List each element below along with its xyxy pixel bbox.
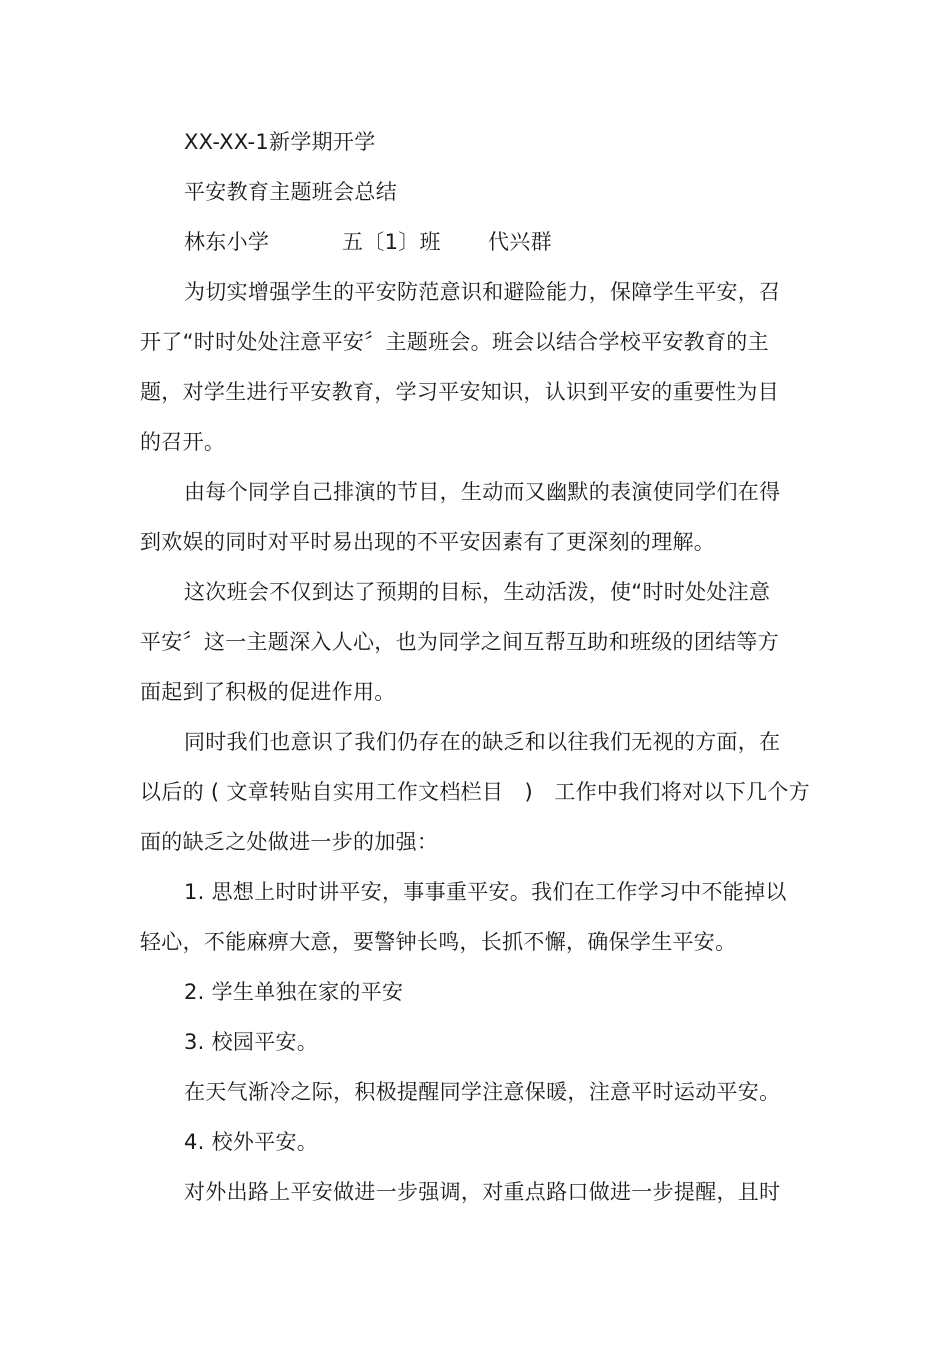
title-line-2: 平安教育主题班会总结 bbox=[184, 180, 397, 204]
paragraph-2-line-1: 由每个同学自己排演的节目，生动而又幽默的表演使同学们在得 bbox=[184, 480, 781, 504]
list-item-4-detail: 对外出路上平安做进一步强调，对重点路口做进一步提醒，且时 bbox=[184, 1180, 781, 1204]
paragraph-1-line-3: 题，对学生进行平安教育，学习平安知识，认识到平安的重要性为目 bbox=[140, 380, 779, 404]
list-item-2: 2. 学生单独在家的平安 bbox=[184, 980, 404, 1004]
list-item-3-detail: 在天气渐冷之际，积极提醒同学注意保暖，注意平时运动平安。 bbox=[184, 1080, 781, 1104]
paragraph-3-line-3: 面起到了积极的促进作用。 bbox=[140, 680, 396, 704]
paragraph-2-line-2: 到欢娱的同时对平时易出现的不平安因素有了更深刻的理解。 bbox=[140, 530, 716, 554]
list-item-1-line-2: 轻心，不能麻痹大意，要警钟长鸣，长抓不懈，确保学生平安。 bbox=[140, 930, 737, 954]
author-line bbox=[184, 228, 552, 256]
list-item-1-line-1: 1. 思想上时时讲平安，事事重平安。我们在工作学习中不能掉以 bbox=[184, 880, 787, 904]
author-name: 代兴群 bbox=[488, 230, 552, 254]
paragraph-3-line-1: 这次班会不仅到达了预期的目标，生动活泼，使“时时处处注意 bbox=[184, 580, 771, 604]
list-item-4: 4. 校外平安。 bbox=[184, 1130, 319, 1154]
paragraph-1-line-1: 为切实增强学生的平安防范意识和避险能力，保障学生平安，召 bbox=[184, 280, 781, 304]
author-class: 五〔1〕班 bbox=[342, 230, 441, 254]
title-line-1: XX-XX-1新学期开学 bbox=[184, 130, 376, 154]
paragraph-1-line-2: 开了“时时处处注意平安〞主题班会。班会以结合学校平安教育的主 bbox=[140, 330, 769, 354]
list-item-3: 3. 校园平安。 bbox=[184, 1030, 319, 1054]
paragraph-4-line-1: 同时我们也意识了我们仍存在的缺乏和以往我们无视的方面，在 bbox=[184, 730, 781, 754]
paragraph-1-line-4: 的召开。 bbox=[140, 430, 226, 454]
paragraph-3-line-2: 平安〞这一主题深入人心，也为同学之间互帮互助和班级的团结等方 bbox=[140, 630, 779, 654]
author-school: 林东小学 bbox=[184, 230, 270, 254]
paragraph-4-line-3: 面的缺乏之处做进一步的加强： bbox=[140, 830, 439, 854]
paragraph-4-line-2: 以后的 ( 文章转贴自实用工作文档栏目 ) 工作中我们将对以下几个方 bbox=[140, 780, 810, 804]
